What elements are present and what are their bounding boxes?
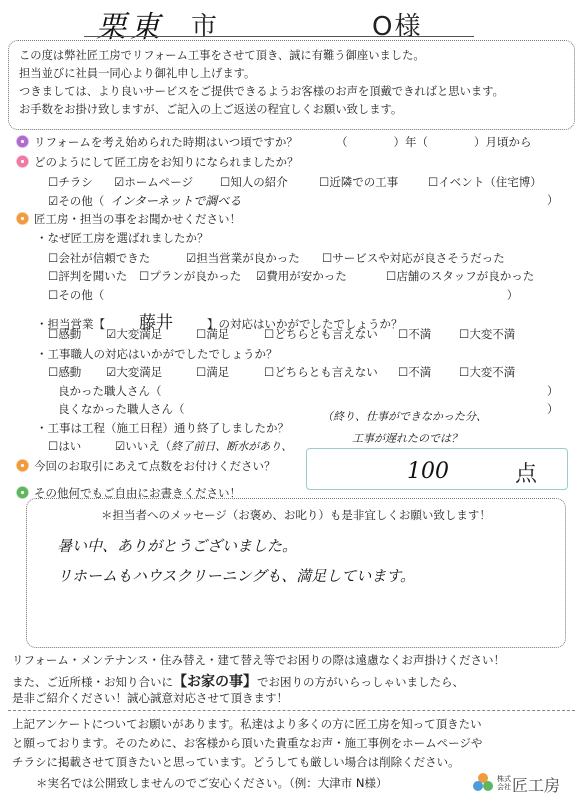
sales-question: ・担当営業【 藤井 】の対応はいかがでしたでしょうか？: [36, 313, 403, 333]
schedule-options: [48, 438, 292, 454]
option-nearby-work[interactable]: 近隣での工事: [329, 175, 399, 189]
question-source: [16, 154, 299, 170]
referral-line: 是非ご紹介ください！誠心誠意対応させて頂きます！: [12, 691, 288, 705]
option-no[interactable]: いいえ（: [125, 439, 172, 453]
paren-close: ）: [547, 384, 559, 398]
option-homepage[interactable]: ホームページ: [124, 175, 194, 189]
score-value: 100: [407, 459, 449, 484]
referral-line: また、ご近所様・お知り合いに【お家の事】でお困りの方がいらっしゃいましたら、: [12, 674, 464, 690]
good-craftsman-label: 良かった職人さん（: [58, 384, 162, 398]
question-timing: [16, 134, 298, 150]
intro-box: [8, 40, 575, 130]
free-text-box[interactable]: [26, 498, 566, 648]
city-suffix: 市: [191, 12, 218, 42]
reason-other: [48, 287, 518, 303]
option-dissatisfied[interactable]: 不満: [408, 365, 432, 379]
reason-label: ・なぜ匠工房を選ばれましたか？: [36, 231, 209, 245]
free-text-line: リホームもハウスクリーニングも、満足しています。: [57, 567, 416, 585]
intro-line: この度は弊社匠工房でリフォーム工事をさせて頂き、誠に有難う御座いました。: [19, 49, 425, 62]
question-label: どのようにして匠工房をお知りになられましたか？: [34, 155, 299, 169]
option-satisfied[interactable]: 満足: [206, 365, 230, 379]
schedule-note-inline: 終了前日、断水があり、: [171, 440, 293, 453]
reason-other-field[interactable]: その他（ ）: [58, 288, 519, 302]
company-logo-icon: [472, 771, 494, 793]
craftsman-question: ・工事職人の対応はいかがでしたでしょうか？: [36, 347, 278, 361]
intro-line: 担当並びに社員一同心より御礼申し上げます。: [19, 67, 256, 80]
paren-close: ）: [547, 402, 559, 416]
option-staff-good[interactable]: 店舗のスタッフが良かった: [396, 269, 535, 283]
option-very-dissatisfied[interactable]: 大変不満: [469, 365, 516, 379]
option-dissatisfied[interactable]: 不満: [408, 327, 432, 341]
question-label: 匠工房・担当の事をお聞かせください！: [34, 212, 241, 226]
flower-icon: [16, 155, 29, 168]
score-box[interactable]: [306, 448, 568, 490]
option-moved[interactable]: 感動: [58, 365, 82, 379]
option-very-satisfied[interactable]: 大変満足: [116, 327, 163, 341]
intro-line: つきましては、より良いサービスをご提供できるようお客様のお声を頂戴できればと思います。: [19, 85, 504, 98]
flower-icon: [16, 135, 29, 148]
option-referral[interactable]: 知人の紹介: [230, 175, 288, 189]
option-trust[interactable]: 会社が信頼できた: [58, 251, 151, 265]
bad-craftsman-label: 良くなかった職人さん（: [58, 402, 185, 416]
footer-line: ＊実名では公開致しませんのでご安心ください。（例：大津市 N様）: [36, 776, 388, 790]
option-neutral[interactable]: どちらとも言えない: [274, 365, 378, 379]
option-sales-good[interactable]: 担当営業が良かった: [196, 251, 300, 265]
schedule-note-lower: 工事が遅れたのでは？: [352, 432, 462, 445]
score-unit: 点: [515, 462, 538, 487]
option-event[interactable]: イベント（住宅博）: [438, 175, 542, 189]
customer-name: O様: [372, 12, 423, 42]
craftsman-options: [48, 364, 573, 382]
sales-rep-name: 藤井: [139, 313, 173, 333]
timing-answer: （ ）年（ ）月頃から: [336, 135, 532, 149]
city-handwritten: 栗東: [96, 10, 164, 45]
option-neutral[interactable]: どちらとも言えない: [274, 327, 378, 341]
option-cost-low[interactable]: 費用が安かった: [266, 269, 347, 283]
separator: [8, 710, 575, 711]
free-text-prompt: ＊担当者へのメッセージ（お褒め、お叱り）も是非宜しくお願い致します！: [101, 508, 491, 522]
option-reputation[interactable]: 評判を聞いた: [58, 269, 128, 283]
flower-icon: [16, 486, 29, 499]
footer-line: チラシに掲載させて頂きたいと思っています。どうしても厳しい場合は削除ください。: [12, 755, 460, 769]
option-moved[interactable]: 感動: [58, 327, 82, 341]
paren-close: ）: [547, 193, 559, 207]
footer-line: と願っております。そのために、お客様から頂いた貴重なお声・施工事例をホームページや: [12, 736, 483, 750]
flower-icon: [16, 212, 29, 225]
flower-icon: [16, 459, 29, 472]
question-label: 今回のお取引にあえて点数をお付けください？: [34, 459, 276, 473]
option-satisfied[interactable]: 満足: [206, 327, 230, 341]
referral-line: リフォーム・メンテナンス・住み替え・建て替え等でお困りの際は遠慮なくお声掛けください！: [12, 653, 505, 667]
sales-options: [48, 326, 573, 344]
question-label: リフォームを考え始められた時期はいつ頃ですか？: [34, 135, 298, 149]
schedule-question: ・工事は工程（施工日程）通り終了しましたか？: [36, 421, 289, 435]
free-text-line: 暑い中、ありがとうございました。: [57, 537, 298, 555]
option-very-satisfied[interactable]: 大変満足: [116, 365, 163, 379]
question-label: その他何でもご自由にお書きください！: [34, 486, 241, 500]
logo-small-text: 株式会社: [497, 775, 511, 791]
intro-line: お手数をお掛け致しますが、ご記入の上ご返送の程宜しくお願い致します。: [19, 103, 403, 116]
question-company: [16, 211, 241, 227]
source-other-value[interactable]: インターネットで調べる: [110, 194, 242, 208]
question-score: [16, 458, 276, 474]
footer-line: 上記アンケートについてお願いがあります。私達はより多くの方に匠工房を知って頂きたい: [12, 717, 482, 731]
option-service-good[interactable]: サービスや対応が良さそうだった: [332, 251, 505, 265]
schedule-note-upper: （終り、仕事ができなかった分、: [322, 410, 487, 423]
option-very-dissatisfied[interactable]: 大変不満: [469, 327, 516, 341]
header-underline: [84, 36, 474, 37]
source-other: ☑ その他（ インターネットで調べる: [48, 192, 247, 209]
brand-text: 【お家の事】: [173, 674, 257, 690]
logo-text: 匠工房: [512, 776, 561, 795]
option-yes[interactable]: はい: [58, 439, 82, 453]
option-plan-good[interactable]: プランが良かった: [149, 269, 242, 283]
option-flyer[interactable]: チラシ: [58, 175, 93, 189]
